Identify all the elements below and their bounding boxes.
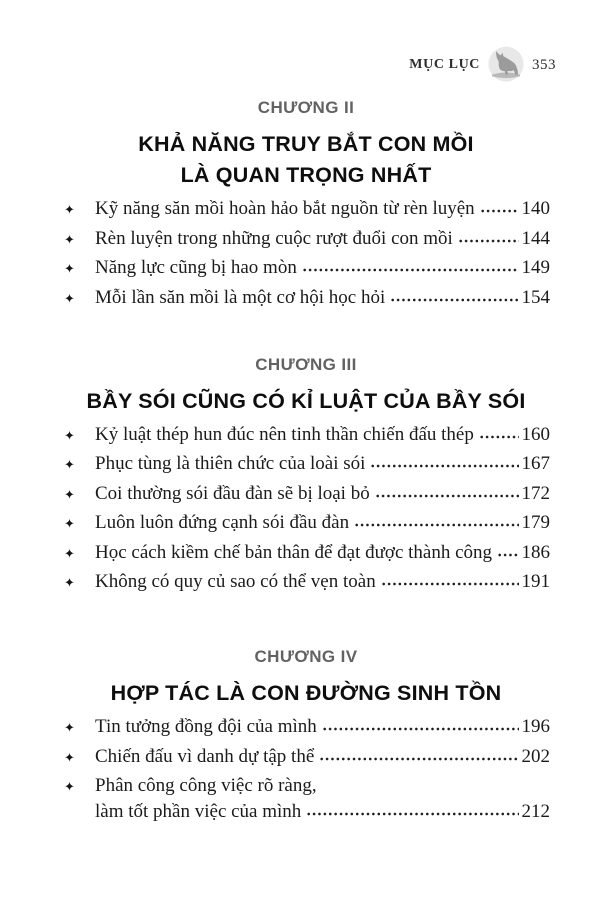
star-bullet-icon: ✦	[64, 428, 75, 444]
chapter-label: CHƯƠNG II	[257, 98, 355, 117]
toc-entry-page: 212	[521, 801, 550, 822]
toc-entry-page: 202	[521, 745, 550, 767]
toc-entry[interactable]	[62, 483, 550, 507]
chapter-section-4	[62, 647, 550, 823]
chapter-title-line: KHẢ NĂNG TRUY BẮT CON MỒI	[138, 132, 474, 156]
toc-entry[interactable]	[62, 453, 550, 477]
toc-entry[interactable]	[62, 571, 550, 595]
toc-entry-page: 167	[521, 453, 550, 474]
toc-entry-page: 196	[521, 716, 550, 737]
toc-entry-page: 172	[521, 482, 550, 504]
toc-entry-page: 154	[521, 286, 550, 308]
toc-entry-title-line2-row	[95, 801, 550, 823]
toc-entry-page: 186	[521, 541, 550, 563]
star-bullet-icon: ✦	[64, 576, 75, 591]
toc-entry-title: Mỗi lần săn mồi là một cơ hội học hỏi	[95, 286, 386, 308]
toc-entry-page: 191	[521, 571, 550, 592]
toc-entry-page: 140	[521, 198, 550, 219]
chapter-section-2	[62, 0, 550, 311]
toc-entry-title-line1: Phân công công việc rõ ràng,	[95, 775, 317, 796]
toc-entry[interactable]	[62, 746, 550, 770]
toc-entry-title: Học cách kiềm chế bản thân để đạt được thành công	[95, 541, 493, 563]
toc-entry-title: Phục tùng là thiên chức của loài sói	[95, 453, 366, 474]
dot-leader	[302, 267, 519, 273]
chapter-title	[62, 386, 550, 417]
toc-entry-title: Rèn luyện trong những cuộc rượt đuổi con mồi	[95, 227, 453, 249]
star-bullet-icon: ✦	[64, 203, 75, 218]
toc-entry-list	[62, 716, 550, 823]
toc-entry-title-line2: làm tốt phần việc của mình	[95, 801, 302, 822]
toc-entry-list	[62, 198, 550, 311]
toc-entry-page: 149	[521, 257, 550, 278]
toc-entry-two-line[interactable]	[62, 775, 550, 823]
dot-leader	[479, 434, 519, 440]
header-page-number: 353	[532, 56, 556, 73]
dot-leader	[306, 811, 518, 817]
chapter-title-line: BẦY SÓI CŨNG CÓ KỈ LUẬT CỦA BẦY SÓI	[86, 388, 526, 413]
star-bullet-icon: ✦	[64, 721, 75, 736]
chapter-title	[62, 129, 550, 191]
toc-entry-body	[95, 775, 550, 823]
dot-leader	[322, 726, 519, 732]
dot-leader	[390, 297, 518, 303]
star-bullet-icon: ✦	[64, 487, 75, 503]
toc-entry-title: Tin tưởng đồng đội của mình	[95, 716, 317, 737]
toc-entry-title: Coi thường sói đầu đàn sẽ bị loại bỏ	[95, 482, 370, 504]
toc-entry-page: 179	[521, 512, 550, 533]
toc-entry[interactable]	[62, 716, 550, 740]
star-bullet-icon: ✦	[64, 517, 75, 532]
star-bullet-icon: ✦	[64, 750, 75, 766]
toc-entry[interactable]	[62, 512, 550, 536]
chapter-title	[62, 678, 550, 709]
dot-leader	[370, 463, 518, 469]
toc-entry[interactable]	[62, 228, 550, 252]
toc-entry[interactable]	[62, 257, 550, 281]
chapter-title-line: HỢP TÁC LÀ CON ĐƯỜNG SINH TỒN	[110, 681, 502, 705]
star-bullet-icon: ✦	[64, 291, 75, 307]
toc-entry-title: Kỹ năng săn mồi hoàn hảo bắt nguồn từ rèn luyện	[95, 198, 475, 219]
star-bullet-icon: ✦	[64, 546, 75, 562]
chapter-section-3	[62, 355, 550, 596]
header-title: MỤC LỤC	[409, 57, 480, 72]
chapter-label: CHƯƠNG III	[255, 354, 357, 374]
toc-entry[interactable]	[62, 542, 550, 566]
toc-entry-title: Kỷ luật thép hun đúc nên tinh thần chiến đấu thép	[95, 423, 474, 445]
toc-entry-page: 144	[521, 227, 550, 249]
toc-entry-page: 160	[521, 423, 550, 445]
dot-leader	[497, 552, 518, 558]
dot-leader	[381, 581, 519, 587]
toc-content	[62, 0, 550, 829]
dot-leader	[319, 756, 518, 762]
toc-entry-title: Năng lực cũng bị hao mòn	[95, 257, 297, 278]
dot-leader	[480, 208, 519, 214]
chapter-title-line: LÀ QUAN TRỌNG NHẤT	[180, 163, 432, 187]
dot-leader	[375, 493, 519, 499]
toc-entry[interactable]	[62, 287, 550, 311]
toc-entry-title: Luôn luôn đứng cạnh sói đầu đàn	[95, 512, 350, 533]
star-bullet-icon: ✦	[64, 780, 75, 795]
toc-entry-title: Chiến đấu vì danh dự tập thể	[95, 745, 315, 767]
dot-leader	[354, 522, 518, 528]
toc-entry-title: Không có quy củ sao có thể vẹn toàn	[95, 571, 376, 592]
star-bullet-icon: ✦	[64, 458, 75, 473]
star-bullet-icon: ✦	[64, 262, 75, 277]
toc-entry[interactable]	[62, 198, 550, 222]
star-bullet-icon: ✦	[64, 232, 75, 248]
dot-leader	[458, 238, 519, 244]
toc-entry[interactable]	[62, 424, 550, 448]
toc-entry-list	[62, 424, 550, 596]
chapter-label: CHƯƠNG IV	[254, 647, 358, 666]
